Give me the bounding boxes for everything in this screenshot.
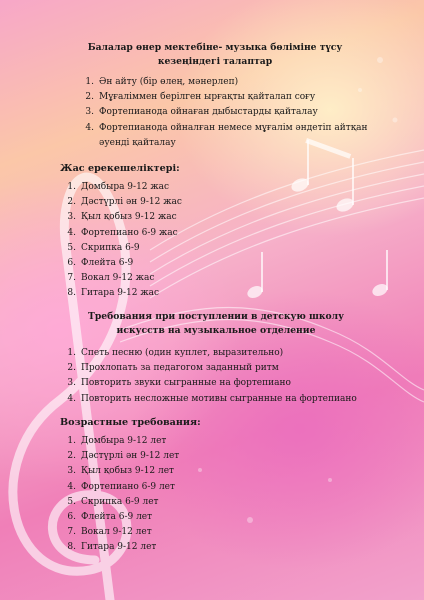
list-item: 8. Гитара 9-12 жас (67, 288, 160, 299)
russian-requirements-list (62, 346, 357, 407)
list-item: 4. Фортепианода ойналған немесе мұғалім әндетіп айтқан әуенді қайталау (85, 122, 368, 148)
list-item: 4. Повторить несложные мотивы сыгранные на фортепиано (67, 393, 357, 404)
list-item: 2. Дәстүрлі ән 9-12 лет (67, 451, 180, 462)
list-item: 2. Мұғаліммен берілген ырғақты қайталап соғу (85, 92, 316, 103)
kazakh-ages-list (62, 180, 182, 302)
list-item: 2. Прохлопать за педагогом заданный ритм (67, 363, 279, 374)
russian-age-heading: Возрастные требования: (60, 417, 201, 428)
list-item: 6. Флейта 6-9 лет (67, 512, 153, 523)
russian-ages-list (62, 434, 179, 556)
list-item: 1. Домбыра 9-12 лет (67, 436, 167, 446)
list-item: 1. Домбыра 9-12 жас (67, 182, 170, 192)
list-item: 3. Қыл қобыз 9-12 жас (67, 212, 177, 223)
list-item: 6. Флейта 6-9 (67, 258, 134, 269)
list-item: 3. Повторить звуки сыгранные на фортепиано (67, 378, 291, 389)
russian-title: Требования при поступлении в детскую школу искусств на музыкальное отделение (88, 311, 344, 336)
list-item: 4. Фортепиано 6-9 жас (67, 227, 178, 238)
list-item: 5. Скрипка 6-9 лет (67, 496, 159, 507)
list-item: 8. Гитара 9-12 лет (67, 542, 157, 553)
kazakh-requirements-list (80, 75, 380, 151)
list-item: 7. Вокал 9-12 лет (67, 527, 152, 538)
kazakh-title: Балалар өнер мектебіне- музыка бөліміне түсу кезеңіндегі талаптар (87, 42, 343, 67)
kazakh-age-heading: Жас ерекешеліктері: (60, 163, 180, 174)
list-item: 5. Скрипка 6-9 (67, 242, 140, 253)
list-item: 1. Ән айту (бір өлең, мәнерлеп) (85, 77, 239, 87)
list-item: 2. Дәстүрлі ән 9-12 жас (67, 197, 182, 208)
list-item: 4. Фортепиано 6-9 лет (67, 481, 175, 492)
list-item: 3. Фортепианода ойнаған дыбыстарды қайталау (85, 107, 318, 118)
list-item: 7. Вокал 9-12 жас (67, 273, 155, 284)
list-item: 3. Қыл қобыз 9-12 лет (67, 466, 175, 477)
list-item: 1. Спеть песню (один куплет, выразительно) (67, 348, 284, 358)
